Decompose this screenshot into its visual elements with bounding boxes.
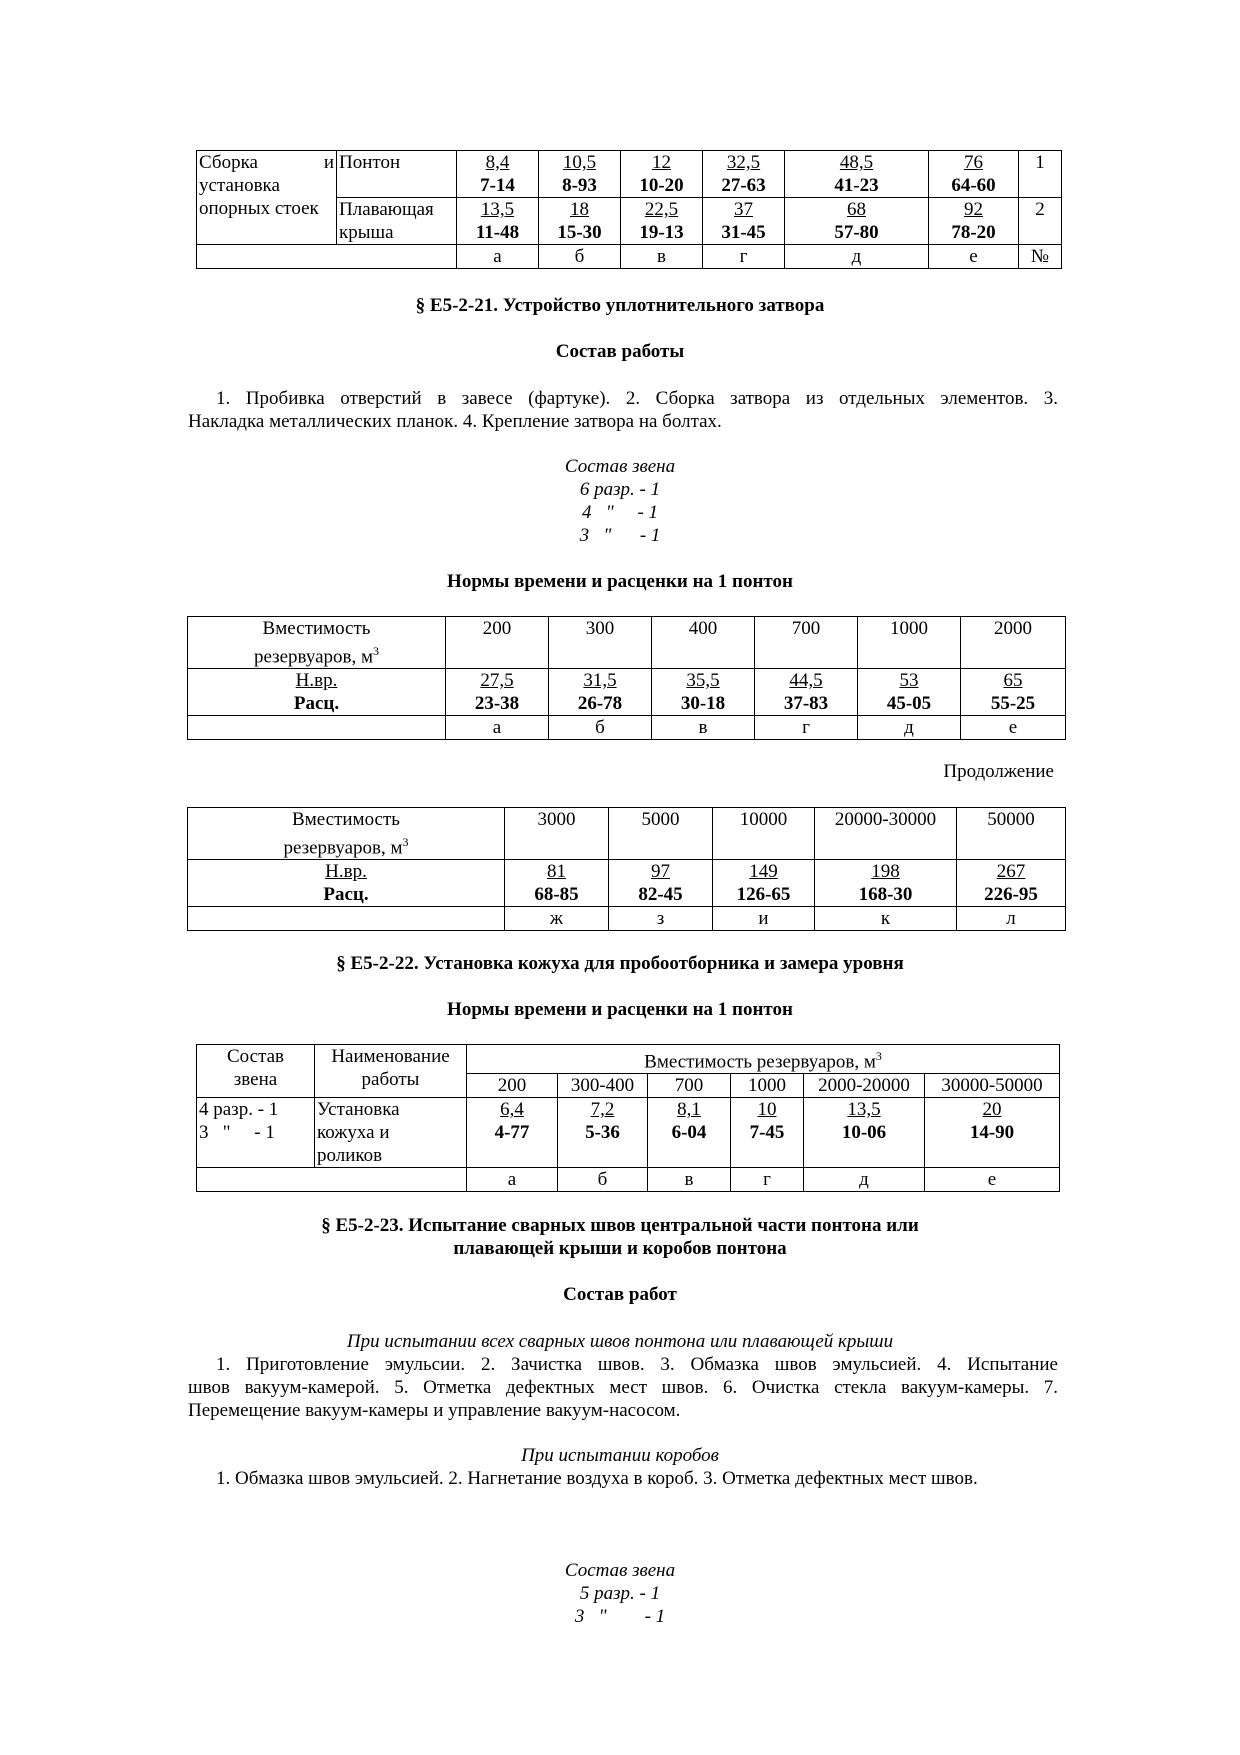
column-letter: е — [925, 1168, 1060, 1192]
table-sealing-gate-continued — [187, 807, 1066, 931]
capacity-col: 3000 — [505, 808, 609, 860]
value-cell: 65 55-25 — [961, 669, 1066, 716]
capacity-col: 200 — [446, 617, 549, 669]
crew-header: Состав звена — [197, 1045, 315, 1098]
column-letter: а — [457, 245, 539, 269]
column-letter: к — [815, 907, 957, 931]
value-cell: 31,5 26-78 — [549, 669, 652, 716]
capacity-col: 200 — [467, 1074, 558, 1098]
work-name-word: и — [323, 152, 334, 173]
norm-label: Н.вр. Расц. — [188, 669, 446, 716]
column-letter: а — [446, 716, 549, 740]
value-cell: 13,5 10-06 — [804, 1098, 925, 1168]
crew-title: Состав звена — [564, 1560, 676, 1581]
capacity-header: Вместимость резервуаров, $м^3$ — [467, 1045, 1060, 1074]
value-cell: 32,5 27-63 — [703, 151, 785, 198]
composition-text: 1. Обмазка швов эмульсией. 2. Нагнетание воздуха в короб. 3. Отметка дефектных мест швов. — [216, 1468, 978, 1489]
value-cell: 22,5 19-13 — [621, 198, 703, 245]
value-cell: 10 7-45 — [731, 1098, 804, 1168]
value-cell: 97 82-45 — [609, 860, 713, 907]
column-letter: г — [755, 716, 858, 740]
value-cell: 68 57-80 — [785, 198, 929, 245]
column-letter: № — [1019, 245, 1062, 269]
value-cell: 53 45-05 — [858, 669, 961, 716]
capacity-col: 300 — [549, 617, 652, 669]
empty-cell — [197, 245, 457, 269]
crew-line: 6 разр. - 1 — [579, 479, 661, 500]
capacity-col: 1000 — [731, 1074, 804, 1098]
value-cell: 18 15-30 — [539, 198, 621, 245]
capacity-col: 700 — [755, 617, 858, 669]
column-letter: д — [858, 716, 961, 740]
empty-cell — [197, 1168, 467, 1192]
work-cell: Установка кожуха и роликов — [315, 1098, 467, 1168]
row-number: 1 — [1019, 151, 1062, 198]
capacity-col: 30000-50000 — [925, 1074, 1060, 1098]
value-cell: 6,4 4-77 — [467, 1098, 558, 1168]
column-letter: ж — [505, 907, 609, 931]
column-letter: а — [467, 1168, 558, 1192]
capacity-header: Вместимость резервуаров, $м^3$ — [188, 808, 505, 860]
empty-cell — [188, 716, 446, 740]
capacity-col: 700 — [648, 1074, 731, 1098]
capacity-col: 5000 — [609, 808, 713, 860]
work-name-word: установка — [199, 175, 280, 196]
crew-title: Состав звена — [564, 456, 676, 477]
type-cell: Плавающая крыша — [337, 198, 457, 245]
table-assembly-supports — [196, 150, 1062, 269]
crew-line: 4 " - 1 — [581, 502, 659, 523]
type-cell: Понтон — [337, 151, 457, 198]
column-letter: и — [713, 907, 815, 931]
capacity-col: 400 — [652, 617, 755, 669]
crew-block — [0, 1559, 1240, 1628]
column-letter: в — [652, 716, 755, 740]
section-title: § Е5-2-22. Установка кожуха для пробоотборника и замера уровня — [336, 953, 904, 974]
value-cell: 92 78-20 — [929, 198, 1019, 245]
value-cell: 48,5 41-23 — [785, 151, 929, 198]
norms-title: Нормы времени и расценки на 1 понтон — [447, 999, 793, 1020]
crew-line: 3 " - 1 — [574, 1606, 666, 1627]
row-number: 2 — [1019, 198, 1062, 245]
empty-cell — [188, 907, 505, 931]
subheading: При испытании коробов — [521, 1445, 719, 1466]
value-cell: 35,5 30-18 — [652, 669, 755, 716]
column-letter: б — [539, 245, 621, 269]
column-letter: в — [621, 245, 703, 269]
composition-text: 1. Приготовление эмульсии. 2. Зачистка швов. 3. Обмазка швов эмульсией. 4. Испытание швов вакуум-камерой. 5. Отметка дефектных мест швов. 6. Очистка стекла вакуум-камеры. 7. Перемещение вакуум-камеры и управление вакуум-насосом. — [188, 1354, 1058, 1421]
value-cell: 8,4 7-14 — [457, 151, 539, 198]
value-cell: 81 68-85 — [505, 860, 609, 907]
column-letter: л — [957, 907, 1066, 931]
section-title: § Е5-2-21. Устройство уплотнительного затвора — [415, 295, 825, 316]
table-sealing-gate — [187, 616, 1066, 740]
work-name-cell — [197, 151, 337, 245]
crew-block — [0, 455, 1240, 547]
capacity-header: Вместимость резервуаров, $м^3$ — [188, 617, 446, 669]
capacity-col: 1000 — [858, 617, 961, 669]
value-cell: 149 126-65 — [713, 860, 815, 907]
crew-line: 3 " - 1 — [579, 525, 661, 546]
value-cell: 198 168-30 — [815, 860, 957, 907]
capacity-col: 20000-30000 — [815, 808, 957, 860]
composition-title: Состав работ — [563, 1284, 677, 1305]
composition-text: 1. Пробивка отверстий в завесе (фартуке). 2. Сборка затвора из отдельных элементов. 3. Накладка металлических планок. 4. Крепление затвора на болтах. — [188, 388, 1058, 432]
value-cell: 8,1 6-04 — [648, 1098, 731, 1168]
norm-label: Н.вр. Расц. — [188, 860, 505, 907]
value-cell: 12 10-20 — [621, 151, 703, 198]
value-cell: 37 31-45 — [703, 198, 785, 245]
crew-cell: 4 разр. - 1 3 " - 1 — [197, 1098, 315, 1168]
value-cell: 76 64-60 — [929, 151, 1019, 198]
crew-line: 5 разр. - 1 — [579, 1583, 661, 1604]
column-letter: д — [804, 1168, 925, 1192]
value-cell: 20 14-90 — [925, 1098, 1060, 1168]
column-letter: е — [929, 245, 1019, 269]
section-title: § Е5-2-23. Испытание сварных швов центральной части понтона или плавающей крыши и коробов понтона — [321, 1215, 919, 1259]
capacity-col: 2000-20000 — [804, 1074, 925, 1098]
work-name-word: опорных стоек — [199, 198, 319, 219]
capacity-col: 300-400 — [558, 1074, 648, 1098]
column-letter: д — [785, 245, 929, 269]
column-letter: в — [648, 1168, 731, 1192]
column-letter: б — [558, 1168, 648, 1192]
value-cell: 7,2 5-36 — [558, 1098, 648, 1168]
column-letter: г — [731, 1168, 804, 1192]
value-cell: 13,5 11-48 — [457, 198, 539, 245]
work-header: Наименование работы — [315, 1045, 467, 1098]
value-cell: 267 226-95 — [957, 860, 1066, 907]
capacity-col: 50000 — [957, 808, 1066, 860]
value-cell: 27,5 23-38 — [446, 669, 549, 716]
work-name-word: Сборка — [199, 152, 258, 173]
continuation-label: Продолжение — [943, 761, 1054, 782]
composition-title: Состав работы — [555, 341, 685, 362]
value-cell: 10,5 8-93 — [539, 151, 621, 198]
column-letter: е — [961, 716, 1066, 740]
value-cell: 44,5 37-83 — [755, 669, 858, 716]
column-letter: г — [703, 245, 785, 269]
norms-title: Нормы времени и расценки на 1 понтон — [447, 571, 793, 592]
capacity-col: 2000 — [961, 617, 1066, 669]
column-letter: б — [549, 716, 652, 740]
capacity-col: 10000 — [713, 808, 815, 860]
table-casing-install — [196, 1044, 1060, 1192]
subheading: При испытании всех сварных швов понтона или плавающей крыши — [346, 1331, 894, 1352]
column-letter: з — [609, 907, 713, 931]
